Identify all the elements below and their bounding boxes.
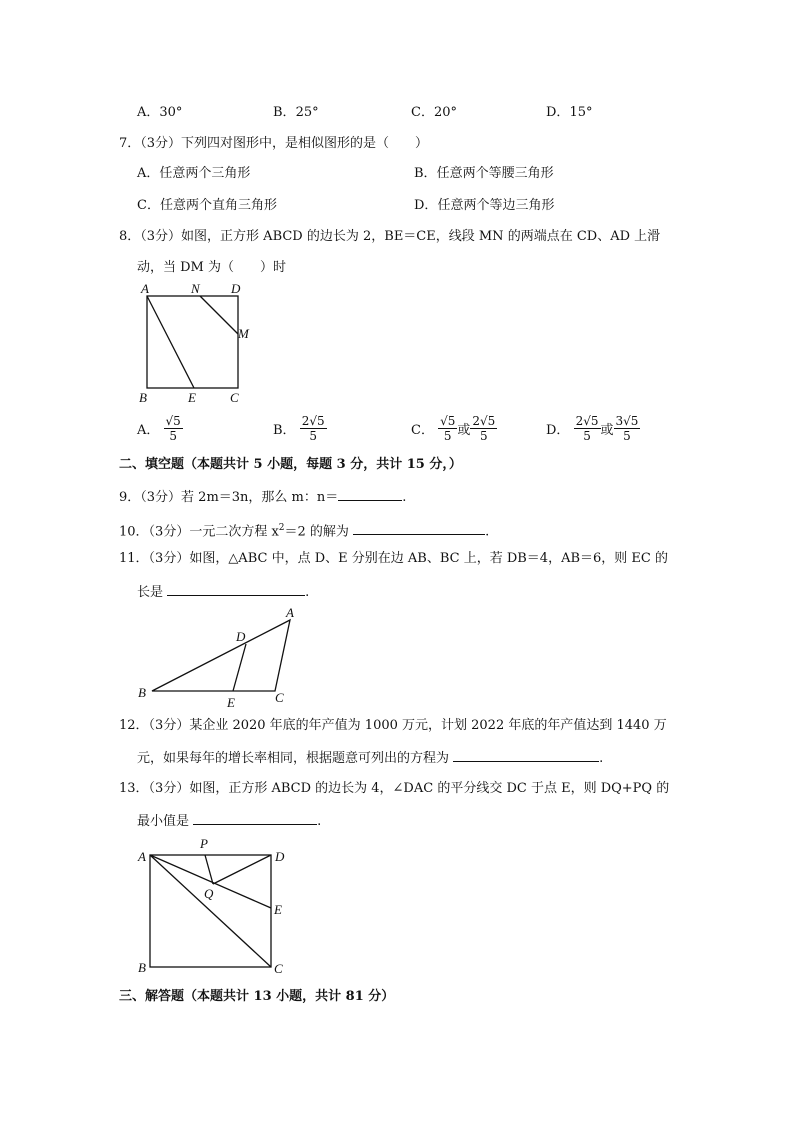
segment-mn <box>200 296 238 334</box>
label-b: B <box>138 685 146 700</box>
label-d: D <box>275 849 285 864</box>
q11-stem-line2: 长是 . <box>137 581 309 603</box>
label-q: Q <box>204 886 214 901</box>
fraction: $\frac{2√5}{5}$ <box>301 414 325 443</box>
label-c: C <box>275 690 284 705</box>
q11-figure <box>132 603 302 709</box>
fraction: $\frac{2√5}{5}$ <box>472 414 496 443</box>
q7-option-c: C．任意两个直角三角形 <box>137 198 277 213</box>
q13-stem-line1: 13．（3分）如图，正方形 ABCD 的边长为 4，∠DAC 的平分线交 DC 于点 E，则 DQ+PQ 的 <box>119 781 670 796</box>
q12-stem-line2: 元，如果每年的增长率相同，根据题意可列出的方程为 . <box>137 747 603 769</box>
answer-blank <box>453 747 599 762</box>
label-a: A <box>286 605 294 620</box>
q8-option-d: D． $\frac{2√5}{5}$ 或 $\frac{3√5}{5}$ <box>546 414 639 443</box>
fraction: $\frac{√5}{5}$ <box>165 414 181 443</box>
q12-stem-line1: 12．（3分）某企业 2020 年底的年产值为 1000 万元，计划 2022 年底的年产值达到 1440 万 <box>119 718 667 733</box>
label-c: C <box>274 961 283 976</box>
label-a: A <box>141 282 149 296</box>
diagonal-ac <box>150 855 271 967</box>
answer-blank <box>353 520 485 535</box>
answer-blank <box>338 486 402 501</box>
q13-stem-line2: 最小值是 . <box>137 810 321 832</box>
label-b: B <box>138 960 146 975</box>
label-d: D <box>231 282 241 296</box>
section-2-heading: 二、填空题（本题共计 5 小题，每题 3 分，共计 15 分，） <box>119 457 462 472</box>
label-a: A <box>138 849 146 864</box>
q8-option-c: C． $\frac{√5}{5}$ 或 $\frac{2√5}{5}$ <box>411 414 496 443</box>
triangle-abc <box>152 620 290 691</box>
q8-figure <box>132 282 262 406</box>
q9: 9．（3分）若 2m＝3n，那么 m：n＝ . <box>119 486 406 508</box>
q7-option-a: A．任意两个三角形 <box>137 166 251 181</box>
q13-figure <box>132 834 302 980</box>
q7-option-d: D．任意两个等边三角形 <box>414 198 555 213</box>
q11-stem-line1: 11．（3分）如图，△ABC 中，点 D、E 分别在边 AB、BC 上，若 DB＝4，AB＝6，则 EC 的 <box>119 551 668 566</box>
q6-option-b: B．25° <box>273 105 319 120</box>
square-abcd <box>147 296 238 388</box>
q8-stem-line1: 8．（3分）如图，正方形 ABCD 的边长为 2，BE＝CE，线段 MN 的两端点在 CD、AD 上滑 <box>119 229 661 244</box>
label-e: E <box>188 390 196 405</box>
q10: 10．（3分）一元二次方程 $x^2=2$ 的解为 . <box>119 518 489 542</box>
q8-option-a: A． $\frac{√5}{5}$ <box>137 414 181 443</box>
label-m: M <box>238 326 249 341</box>
label-b: B <box>139 390 147 405</box>
q7-option-b: B．任意两个等腰三角形 <box>414 166 554 181</box>
label-p: P <box>200 836 208 851</box>
segment-dq <box>213 855 271 884</box>
label-d: D <box>236 629 246 644</box>
segment-ae <box>147 296 194 388</box>
q6-option-c: C．20° <box>411 105 457 120</box>
q8-option-b: B． $\frac{2√5}{5}$ <box>273 414 325 443</box>
fraction: $\frac{3√5}{5}$ <box>615 414 639 443</box>
label-e: E <box>227 695 235 709</box>
label-n: N <box>191 282 200 296</box>
q7-stem: 7．（3分）下列四对图形中，是相似图形的是（ ） <box>119 136 429 151</box>
section-3-heading: 三、解答题（本题共计 13 小题，共计 81 分） <box>119 989 395 1004</box>
q6-option-d: D．15° <box>546 105 593 120</box>
fraction: $\frac{2√5}{5}$ <box>575 414 599 443</box>
q6-option-a: A．30° <box>137 105 183 120</box>
answer-blank <box>193 810 317 825</box>
segment-de <box>233 644 246 691</box>
answer-blank <box>167 581 305 596</box>
label-c: C <box>230 390 239 405</box>
fraction: $\frac{√5}{5}$ <box>440 414 456 443</box>
label-e: E <box>274 902 282 917</box>
q8-stem-line2: 动，当 DM 为（ ）时 <box>137 260 286 275</box>
